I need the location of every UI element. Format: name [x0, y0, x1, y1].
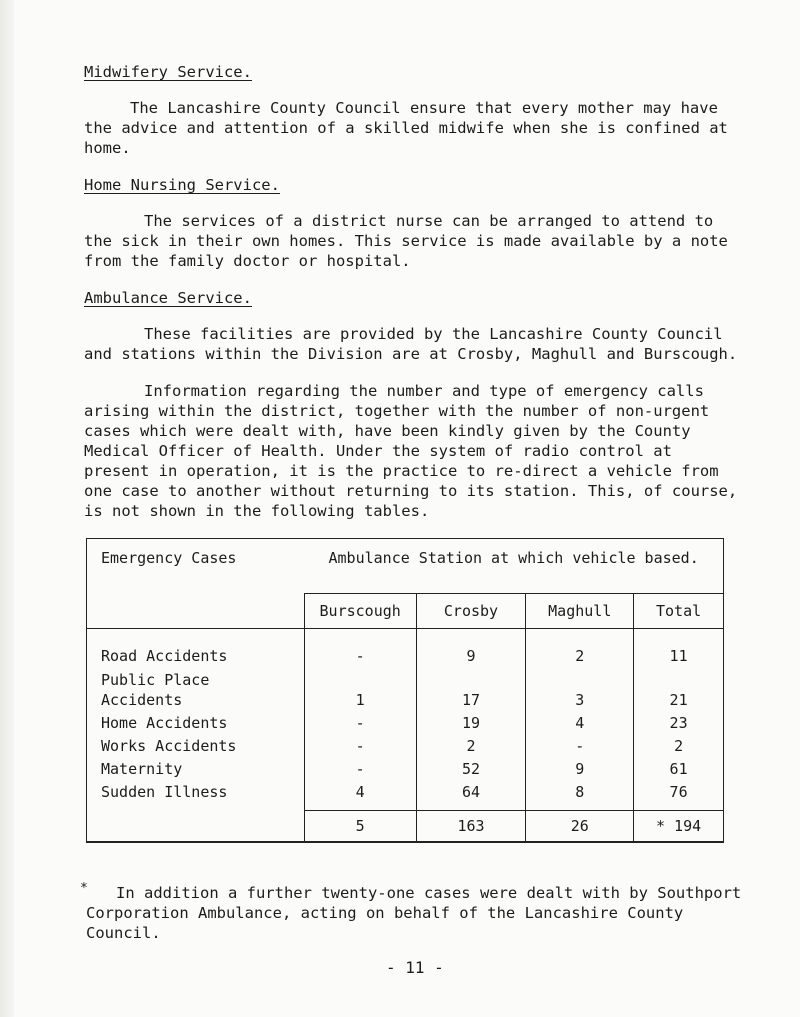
row-label: Maternity — [101, 760, 183, 778]
cell: 2 — [466, 737, 476, 755]
home-nursing-heading: Home Nursing Service. — [84, 176, 280, 194]
cell: 2 — [674, 737, 684, 755]
station-header-crosby: Crosby — [416, 594, 526, 629]
cell: 4 — [355, 783, 365, 801]
cell: 17 — [461, 691, 481, 709]
burscough-column — [304, 629, 416, 811]
cell: 8 — [575, 783, 585, 801]
ambulance-text-2: Information regarding the number and type of emergency calls arising within the district, together with the number of non-urgent cases which were dealt with, have been kindly given by the County Medical Officer of Health. Under the system of radio control at present in operation, it is the practice to re-direct a vehicle from one case to another without returning to its station. This, of course, is not shown in the following tables. — [84, 382, 738, 520]
row-label: Home Accidents — [101, 714, 228, 732]
home-nursing-text: The services of a district nurse can be arranged to attend to the sick in their own homes. This service is made available by a note from the family doctor or hospital. — [84, 212, 728, 270]
cell: - — [355, 647, 365, 665]
row-label: Works Accidents — [101, 737, 237, 755]
cell: - — [355, 714, 365, 732]
ambulance-heading: Ambulance Service. — [84, 289, 252, 307]
footnote-text: In addition a further twenty-one cases were dealt with by Southport Corporation Ambulance, acting on behalf of the Lancashire County Council. — [86, 884, 742, 942]
total-burscough: 5 — [304, 811, 416, 843]
cell: 9 — [466, 647, 476, 665]
cell: 4 — [575, 714, 585, 732]
totals-row — [87, 811, 724, 843]
ambulance-text-1: These facilities are provided by the Lancashire County Council and stations within the Division are at Crosby, Maghull and Burscough. — [84, 325, 738, 363]
row-label: Sudden Illness — [101, 783, 228, 801]
station-header-maghull: Maghull — [526, 594, 634, 629]
page-binding-edge — [0, 0, 14, 1017]
cell: - — [355, 737, 365, 755]
footnote-marker: * — [80, 881, 88, 896]
total-maghull: 26 — [526, 811, 634, 843]
row-labels — [87, 629, 305, 811]
cell: 2 — [575, 647, 585, 665]
total-crosby: 163 — [416, 811, 526, 843]
maghull-column — [526, 629, 634, 811]
cell: 61 — [669, 760, 688, 778]
station-header-total: Total — [634, 594, 724, 629]
cell: 52 — [461, 760, 481, 778]
cell: - — [575, 737, 585, 755]
cell: 19 — [461, 714, 481, 732]
cell: 11 — [669, 647, 688, 665]
cell: 1 — [355, 691, 365, 709]
row-label: Public Place Accidents — [101, 671, 210, 709]
midwifery-heading: Midwifery Service. — [84, 63, 252, 81]
cell: 23 — [669, 714, 688, 732]
station-header-burscough: Burscough — [304, 594, 416, 629]
emergency-cases-header: Emergency Cases — [87, 539, 305, 629]
cell: 3 — [575, 691, 585, 709]
cell: - — [355, 760, 365, 778]
cell: 76 — [669, 783, 688, 801]
row-label: Road Accidents — [101, 647, 228, 665]
emergency-cases-table — [86, 538, 724, 843]
total-column — [634, 629, 724, 811]
cell: 9 — [575, 760, 585, 778]
cell: 64 — [461, 783, 481, 801]
crosby-column — [416, 629, 526, 811]
station-group-header: Ambulance Station at which vehicle based. — [304, 539, 723, 594]
grand-total: * 194 — [634, 811, 724, 843]
page-number: - 11 - — [386, 958, 444, 977]
midwifery-text: The Lancashire County Council ensure that every mother may have the advice and attention of a skilled midwife when she is confined at home. — [84, 99, 728, 157]
footnote — [80, 881, 746, 943]
cell: 21 — [669, 691, 688, 709]
